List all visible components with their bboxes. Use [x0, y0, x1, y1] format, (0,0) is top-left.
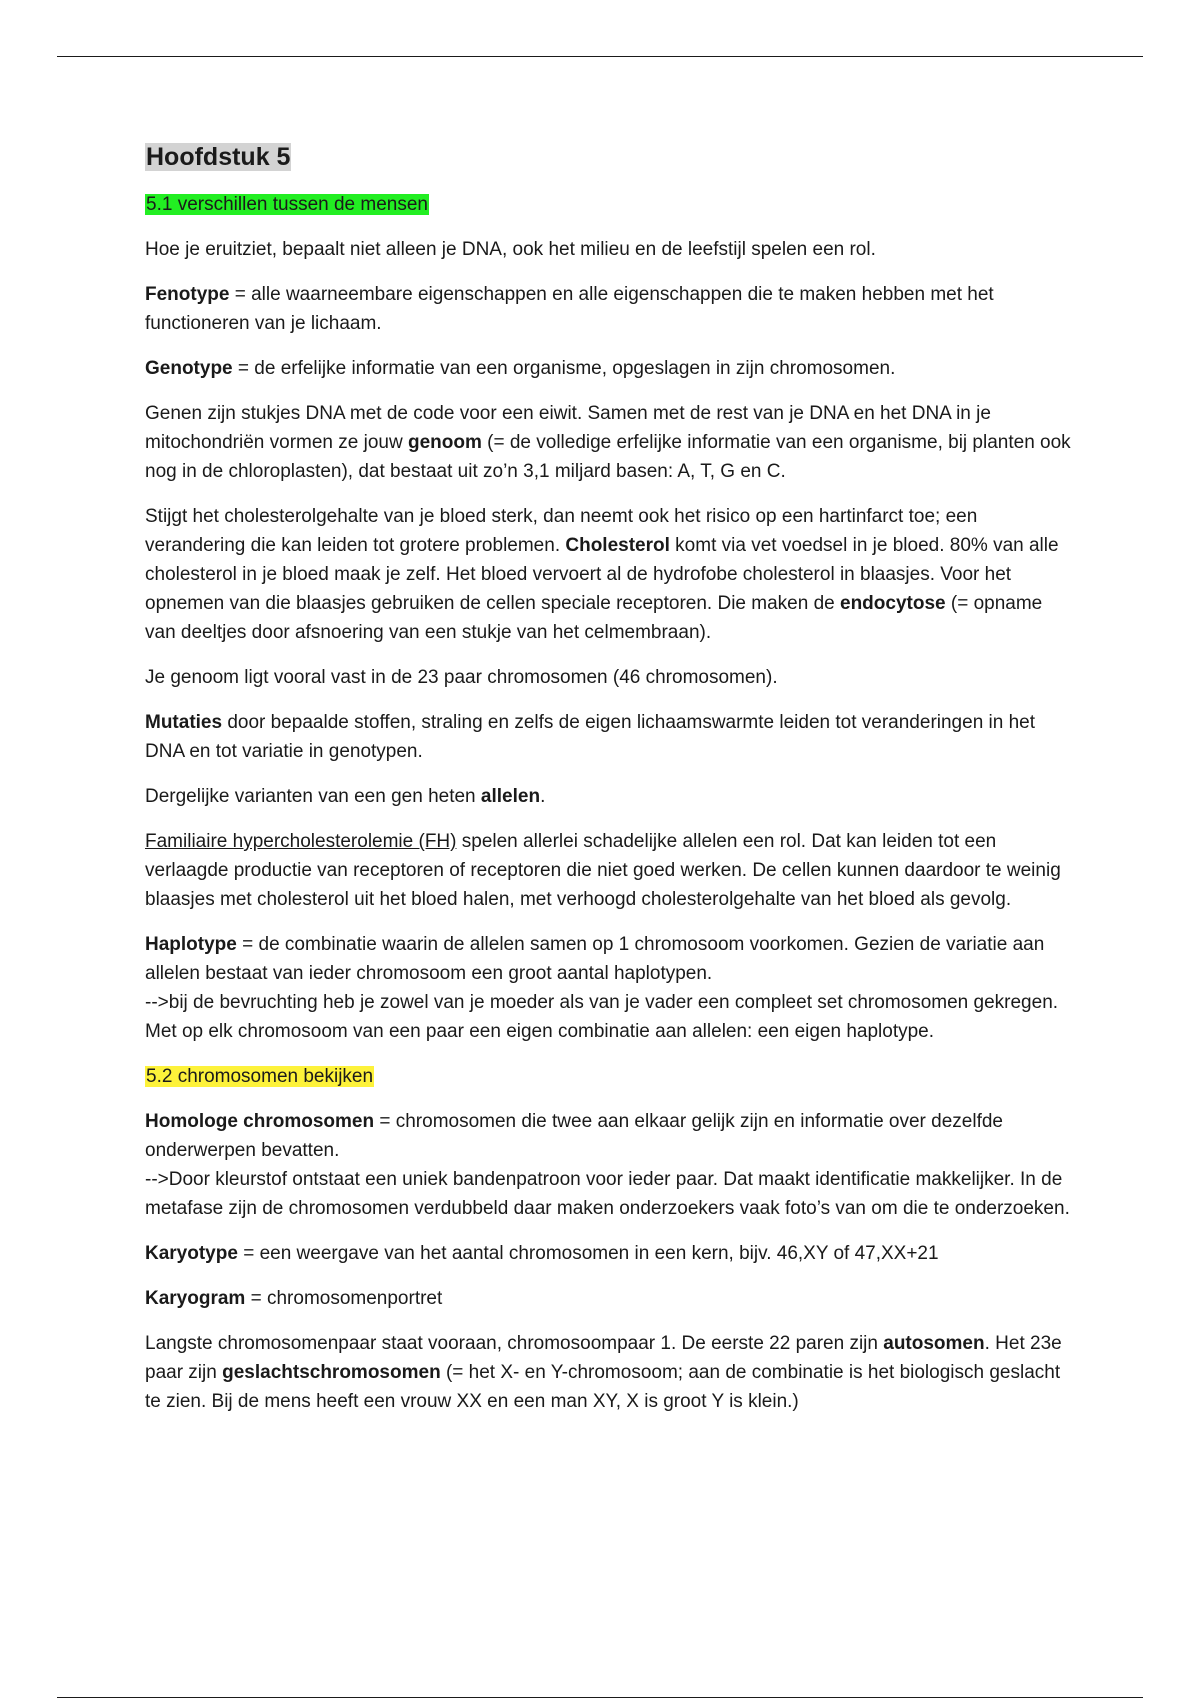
- section-heading-5-1: [145, 190, 1075, 219]
- paragraph-haplotype: [145, 930, 1075, 1046]
- fh-text: spelen allerlei schadelijke allelen een rol. Dat kan leiden tot een verlaagde productie van receptoren of receptoren die niet goed werken. De cellen kunnen daardoor te weinig blaasjes met cholesterol uit het bloed halen, met verhoogd cholesterolgehalte van het bloed als gevolg.: [145, 831, 1061, 910]
- chapter-heading-text: Hoofdstuk 5: [146, 143, 291, 171]
- paragraph-chromosomen: Je genoom ligt vooral vast in de 23 paar chromosomen (46 chromosomen).: [145, 667, 778, 688]
- footer-rule: [57, 1697, 1143, 1698]
- paragraph-genoom: [145, 399, 1075, 486]
- term-allelen: allelen: [480, 786, 541, 807]
- section-heading-5-2-text: 5.2 chromosomen bekijken: [146, 1066, 374, 1087]
- paragraph-intro: Hoe je eruitziet, bepaalt niet alleen je DNA, ook het milieu en de leefstijl spelen een rol.: [145, 239, 876, 260]
- header-rule: [57, 56, 1143, 57]
- paragraph-allelen: [145, 782, 1075, 811]
- paragraph-mutaties: [145, 708, 1075, 766]
- cholesterol-text-before: Stijgt het cholesterolgehalte van je bloed sterk, dan neemt ook het risico op een hartinfarct toe; een verandering die kan leiden tot grotere problemen.: [145, 506, 978, 556]
- paragraph-fh: [145, 827, 1075, 914]
- paragraph-genotype: [145, 354, 1075, 383]
- term-autosomen: autosomen: [883, 1333, 985, 1354]
- autosomen-text-before: Langste chromosomenpaar staat vooraan, chromosoompaar 1. De eerste 22 paren zijn: [145, 1333, 884, 1354]
- homologe-note: -->Door kleurstof ontstaat een uniek bandenpatroon voor ieder paar. Dat maakt identificatie makkelijker. In de metafase zijn de chromosomen verdubbeld daar maken onderzoekers vaak foto’s van om die te onderzoeken.: [145, 1169, 1070, 1219]
- section-heading-5-1-text: 5.1 verschillen tussen de mensen: [146, 194, 428, 215]
- term-geslachtschromosomen: geslachtschromosomen: [222, 1362, 441, 1383]
- cholesterol-text-middle: komt via vet voedsel in je bloed. 80% van alle cholesterol in je bloed maak je zelf. Het bloed vervoert al de hydrofobe cholesterol in blaasjes. Voor het opnemen van die blaasjes gebruiken de cellen speciale receptoren. Die maken de: [145, 535, 1059, 614]
- allelen-text-before: Dergelijke varianten van een gen heten: [145, 786, 481, 807]
- term-fh: Familiaire hypercholesterolemie (FH): [145, 831, 457, 852]
- genoom-text-after: (= de volledige erfelijke informatie van een organisme, bij planten ook nog in de chloroplasten), dat bestaat uit zo’n 3,1 miljard basen: A, T, G en C.: [145, 432, 1071, 482]
- term-cholesterol: Cholesterol: [565, 535, 670, 556]
- term-haplotype: Haplotype: [145, 934, 237, 955]
- definition-karyotype: = een weergave van het aantal chromosomen in een kern, bijv. 46,XY of 47,XX+21: [237, 1243, 939, 1264]
- term-karyotype: Karyotype: [145, 1243, 238, 1264]
- haplotype-note: -->bij de bevruchting heb je zowel van je moeder als van je vader een compleet set chromosomen gekregen. Met op elk chromosoom van een paar een eigen combinatie aan allelen: een eigen haplotype.: [145, 992, 1059, 1042]
- cholesterol-text-after: (= opname van deeltjes door afsnoering van een stukje van het celmembraan).: [145, 593, 1043, 643]
- term-homologe-chromosomen: Homologe chromosomen: [145, 1111, 375, 1132]
- genoom-text-before: Genen zijn stukjes DNA met de code voor een eiwit. Samen met de rest van je DNA en het DNA in je mitochondriën vormen ze jouw: [145, 403, 991, 453]
- section-heading-5-2: [145, 1062, 1075, 1091]
- paragraph-autosomen: [145, 1329, 1075, 1416]
- definition-karyogram: = chromosomenportret: [245, 1288, 443, 1309]
- paragraph-homologe: [145, 1107, 1075, 1223]
- definition-haplotype: = de combinatie waarin de allelen samen op 1 chromosoom voorkomen. Gezien de variatie aan allelen bestaat van ieder chromosoom een groot aantal haplotypen.: [145, 934, 1045, 984]
- paragraph-karyogram: [145, 1284, 1075, 1313]
- definition-mutaties: door bepaalde stoffen, straling en zelfs de eigen lichaamswarmte leiden tot veranderingen in het DNA en tot variatie in genotypen.: [145, 712, 1036, 762]
- term-endocytose: endocytose: [840, 593, 946, 614]
- definition-homologe: = chromosomen die twee aan elkaar gelijk zijn en informatie over dezelfde onderwerpen bevatten.: [145, 1111, 1003, 1161]
- definition-genotype: = de erfelijke informatie van een organisme, opgeslagen in zijn chromosomen.: [232, 358, 896, 379]
- paragraph-fenotype: [145, 280, 1075, 338]
- term-genotype: Genotype: [145, 358, 233, 379]
- autosomen-text-after: (= het X- en Y-chromosoom; aan de combinatie is het biologisch geslacht te zien. Bij de mens heeft een vrouw XX en een man XY, X is groot Y is klein.): [145, 1362, 1061, 1412]
- allelen-text-after: .: [540, 786, 546, 807]
- chapter-heading: [145, 140, 1075, 174]
- autosomen-text-middle: . Het 23e paar zijn: [145, 1333, 1062, 1383]
- term-mutaties: Mutaties: [145, 712, 223, 733]
- paragraph-karyotype: [145, 1239, 1075, 1268]
- term-fenotype: Fenotype: [145, 284, 230, 305]
- term-karyogram: Karyogram: [145, 1288, 246, 1309]
- definition-fenotype: = alle waarneembare eigenschappen en alle eigenschappen die te maken hebben met het functioneren van je lichaam.: [145, 284, 994, 334]
- term-genoom: genoom: [407, 432, 482, 453]
- paragraph-cholesterol: [145, 502, 1075, 647]
- document-body: [145, 140, 1075, 1432]
